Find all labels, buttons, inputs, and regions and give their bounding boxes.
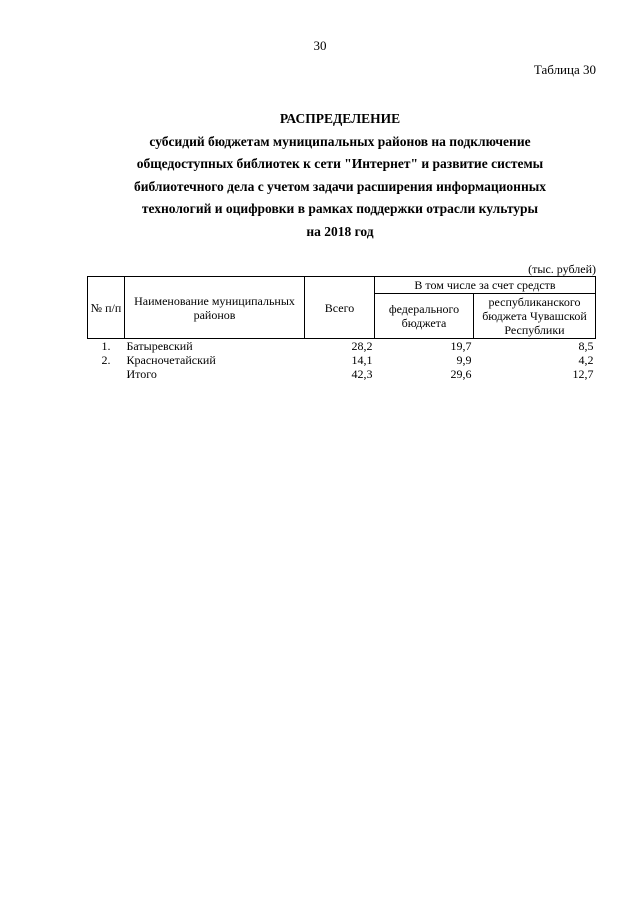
heading-line: общедоступных библиотек к сети "Интернет" и развитие системы [136, 156, 544, 171]
page-number: 30 [313, 38, 327, 53]
header-federal: федерального бюджета [375, 294, 474, 339]
header-number: № п/п [88, 277, 125, 339]
row-total: 42,3 [351, 367, 373, 381]
header-republic: республиканского бюджета Чувашской Республики [474, 294, 596, 339]
row-federal: 29,6 [450, 367, 472, 381]
header-group: В том числе за счет средств [375, 277, 596, 294]
header-name: Наименование муниципальных районов [125, 277, 305, 339]
row-republic: 4,2 [578, 353, 594, 367]
row-number [88, 367, 125, 381]
table-row [88, 353, 596, 367]
heading-line: на 2018 год [306, 223, 374, 239]
row-federal: 19,7 [450, 339, 472, 353]
row-republic: 12,7 [572, 367, 594, 381]
row-name: Красночетайский [126, 353, 216, 367]
heading-line: технологий и оцифровки в рамках поддержки отрасли культуры [141, 201, 539, 216]
row-number: 2. [101, 353, 111, 367]
heading-line: РАСПРЕДЕЛЕНИЕ [279, 111, 401, 126]
header-total: Всего [305, 277, 375, 339]
row-federal: 9,9 [456, 353, 472, 367]
row-republic: 8,5 [578, 339, 594, 353]
table-row [88, 339, 596, 354]
row-number: 1. [101, 339, 111, 353]
table-label: Таблица 30 [533, 62, 596, 77]
heading-line: субсидий бюджетам муниципальных районов на подключение [149, 133, 531, 149]
row-total: 28,2 [351, 339, 373, 353]
document-heading [60, 108, 620, 243]
heading-line: библиотечного дела с учетом задачи расширения информационных [133, 178, 547, 194]
row-name: Батыревский [126, 339, 193, 353]
row-total: 14,1 [351, 353, 373, 367]
subsidy-table [87, 276, 596, 381]
row-name: Итого [126, 367, 157, 381]
unit-note: (тыс. рублей) [528, 262, 596, 276]
table-row-total [88, 367, 596, 381]
